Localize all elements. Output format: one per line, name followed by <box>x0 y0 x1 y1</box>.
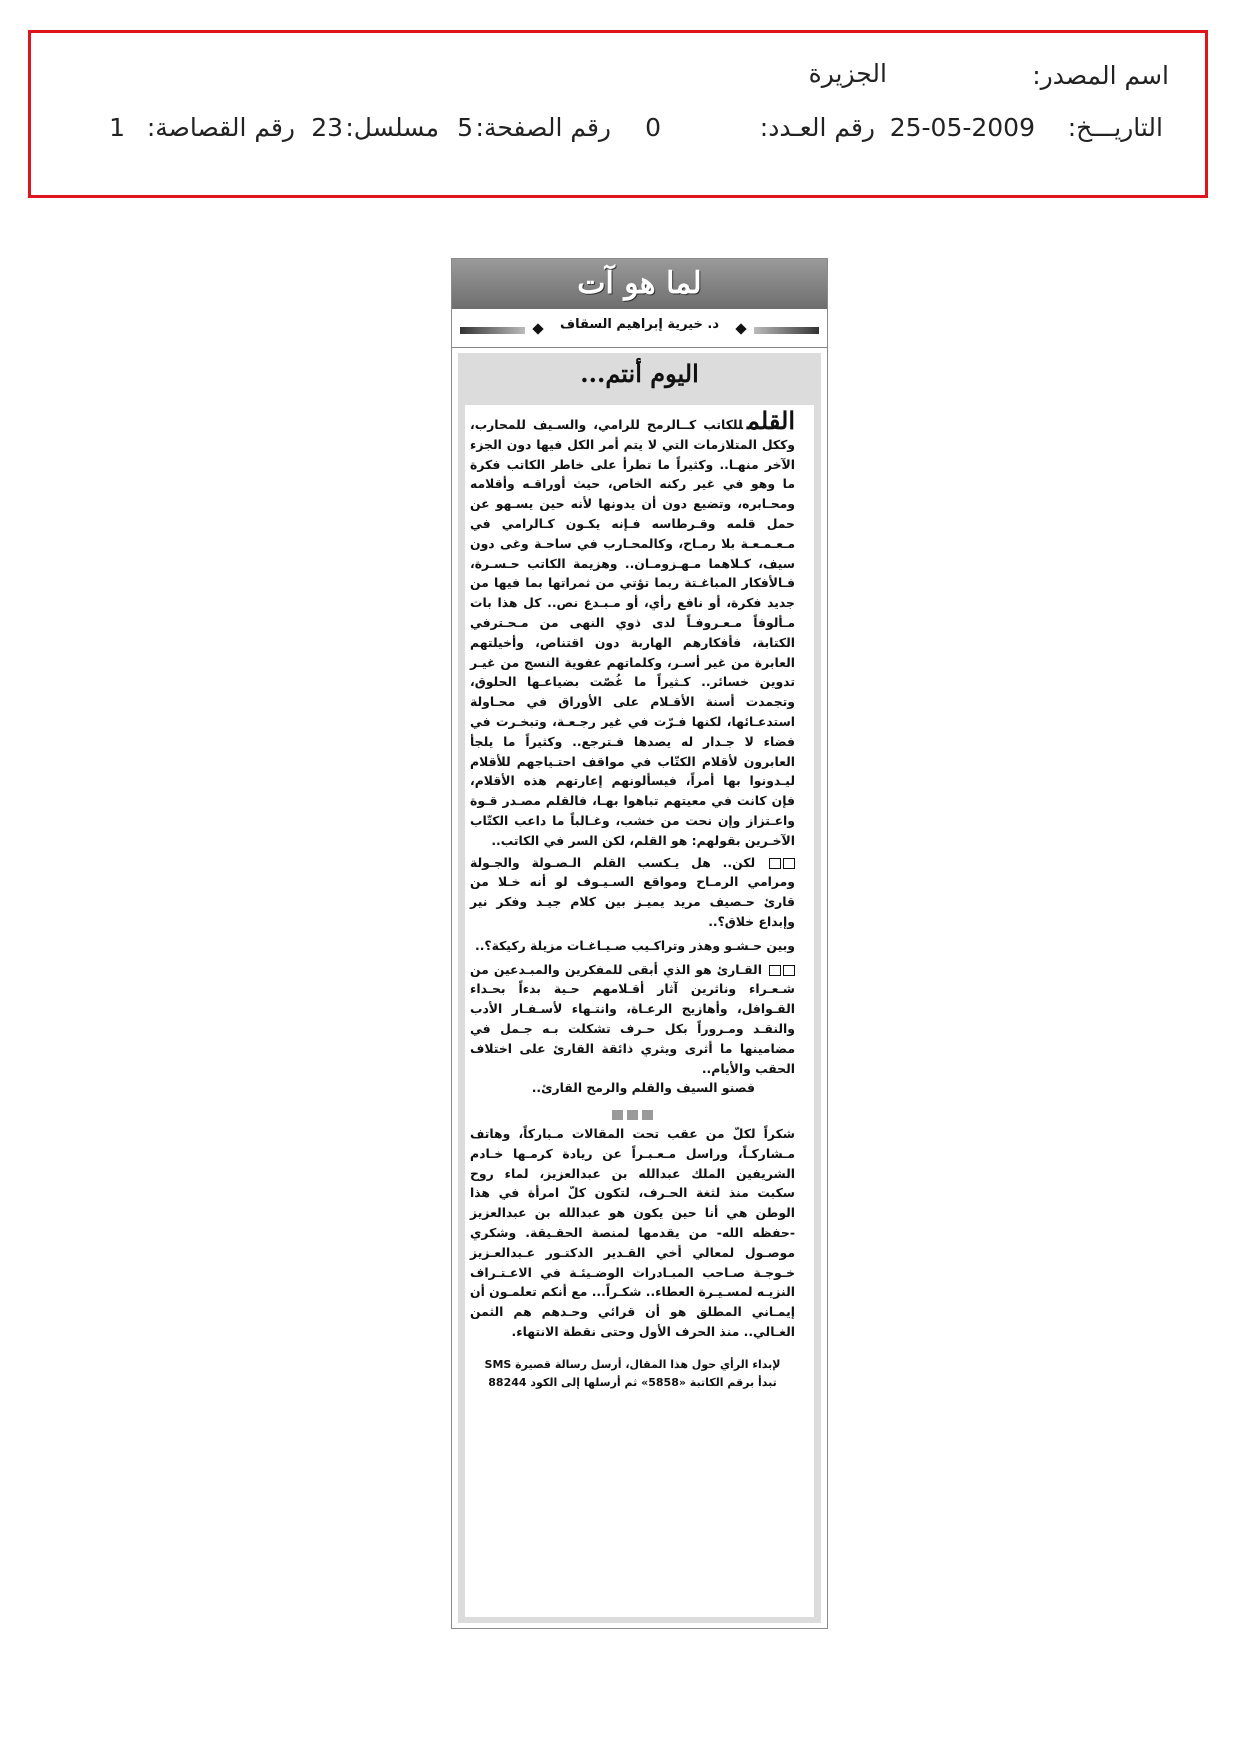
article-title: اليوم أنتم... <box>580 359 699 388</box>
divider <box>452 347 827 348</box>
section-separator <box>470 1106 795 1118</box>
issue-label: رقم العـدد: <box>759 113 875 142</box>
page-label: رقم الصفحة: <box>475 113 611 142</box>
date-label: التاريـــخ: <box>1067 113 1163 142</box>
author-byline: د. خيرية إبراهيم السقاف <box>559 317 719 332</box>
article-panel <box>458 353 821 1623</box>
paragraph <box>470 960 795 1079</box>
source-label: اسم المصدر: <box>1032 61 1169 90</box>
square-bullet-icon <box>769 965 781 976</box>
paragraph <box>470 936 795 956</box>
article-body <box>470 406 795 1392</box>
square-bullet-icon <box>783 965 795 976</box>
paragraph-text: للكاتب كــالرمح للرامي، والسـيف للمحارب، وككل المتلازمات التي لا يتم أمر الكل فيها دون الجزء الآخر منهـا.. وكثيراً ما تطرأ على خاطر الكاتب فكرة ما وهو في غير ركنه الخاص، حيث أوراقـه وأقلامه ومحـابره، وتضيع دون أن يدونها لأنه حين يسـهو عن حمل قلمه وقـرطاسه فـإنه يكـون كـالرامي في مـعـمـعـة بلا رمـاح، وكالمحـارب في ساحـة وغى دون سيف، كـلاهما مـهـزومـان.. وهزيمة الكاتب حـسـرة، فـالأفكار المباغـتة ربما تؤتي من ثمراتها بما فيها من جديد فكرة، أو نافع رأي، أو مـبـدع نص.. كل هذا بات مـألوفاً مـعـروفـاً لدى ذوي النهى من مـحـترفي الكتابة، فأفكارهم الهاربة دون اقتناص، وأخيلتهم العابرة من غير أسـر، وكلماتهم عفوية النسج من غيـر تدوين خسائر.. كـثيراً ما غُصّت بضياعـها الحلوق، وتجمدت أسنة الأقـلام على الأوراق في محـاولة استدعـائها، لكنها فـرّت في غير رجـعـة، وتبخـرت في فضاء لا جـدار له يصدها فـترجع.. وكثيراً ما يلجأ العابرون لأقلام الكتّاب في مواقف احتـياجهم للأقلام ليـدونوا بها أمراً، فيسألونهم إعارتهم هذه الأقلام، فإن كانت في معيتهم تباهوا بهـا، فالقلم مصـدر قـوة واعـتزاز وإن نحت من خشب، وغـالباً ما داعب الكتّاب الآخـرين بقولهم: هو القلم، لكن السر في الكاتب.. <box>470 417 795 848</box>
page-value: 5 <box>457 113 473 142</box>
sms-note <box>470 1356 795 1392</box>
paragraph-text: وبين حـشـو وهذر وتراكـيب صـيـاغـات مزيلة ركيكة؟.. <box>474 937 795 953</box>
source-value: الجزيرة <box>808 59 887 88</box>
square-bullet-icon <box>783 858 795 869</box>
paragraph <box>470 1078 795 1098</box>
paragraph-text: فصنو السيف والقلم والرمح القارئ.. <box>531 1080 755 1096</box>
paragraph <box>470 1124 795 1342</box>
byline-row <box>452 315 827 345</box>
byline-rule-left <box>460 327 525 334</box>
newspaper-clipping <box>451 258 828 1629</box>
serial-value: 23 <box>311 113 343 142</box>
diamond-icon <box>735 323 746 334</box>
paragraph-text: شكراً لكلّ من عقب تحت المقالات مـباركاً، وهاتف مـشاركـاً، وراسل مـعـبـراً عن ريادة كرمـها خـادم الشريفين الملك عبدالله بن عبدالعزيز، لماء روح سكبت منذ لثغة الحـرف، لتكون كلّ امرأة في هذا الوطن هي أنا حين يكون هو عبدالله بن عبدالعزيز -حفظه الله- من يقدمها لمنصة الحقـيقة. وشكري موصـول لمعالي أخي القـدير الدكتـور عـبدالعـزيز خـوجـة صـاحب المبـادرات الوضـيئـة في الاعـتـراف النزيـه لمسـيـرة العطاء.. شكـراً... مع أنكم تعلمـون أن إيمـاني المطلق هو أن قرائي وحـدهم هم الثمن الغـالي.. منذ الحرف الأول وحتى نقطة الانتهاء. <box>470 1126 795 1340</box>
paragraph-text: القـارئ هو الذي أبقى للمفكرين والمبـدعين من شـعـراء وناثرين آثار أقـلامهم حـية بدءاً بحـداء القـوافل، وأهازيج الرعـاة، وانتـهاء لأسـفـار الأدب والنقـد ومـروراً بكل حـرف تشكلت بـه جـمل في مضامينها ما أثرى ويثري ذائقة القارئ على اختلاف الحقب والأيام.. <box>470 961 795 1076</box>
sms-line: لإبداء الرأي حول هذا المقال، أرسل رسالة قصيرة SMS <box>484 1357 781 1371</box>
clip-value: 1 <box>109 113 125 142</box>
serial-label: مسلسل: <box>345 113 439 142</box>
clip-label: رقم القصاصة: <box>146 113 295 142</box>
sms-line: تبدأ برقم الكاتبة «5858» ثم أرسلها إلى الكود 88244 <box>488 1375 777 1389</box>
paragraph <box>470 406 795 851</box>
clipping-metadata-box <box>28 30 1208 198</box>
column-banner: لما هو آت <box>452 259 827 309</box>
date-value: 25-05-2009 <box>889 113 1035 142</box>
paragraph <box>470 853 795 932</box>
square-bullet-icon <box>769 858 781 869</box>
paragraph-text: لكن.. هل يـكسب القلم الـصـولة والجـولة ومرامي الرمـاح ومواقع السـيـوف لو أنه خـلا من قارئ حـصيف مريد يميـز بين كلام جيـد وفكر نير وإبداع خلاق؟.. <box>470 854 795 929</box>
lead-word: القلم <box>747 406 795 435</box>
byline-rule-right <box>754 327 819 334</box>
issue-value: 0 <box>645 113 661 142</box>
